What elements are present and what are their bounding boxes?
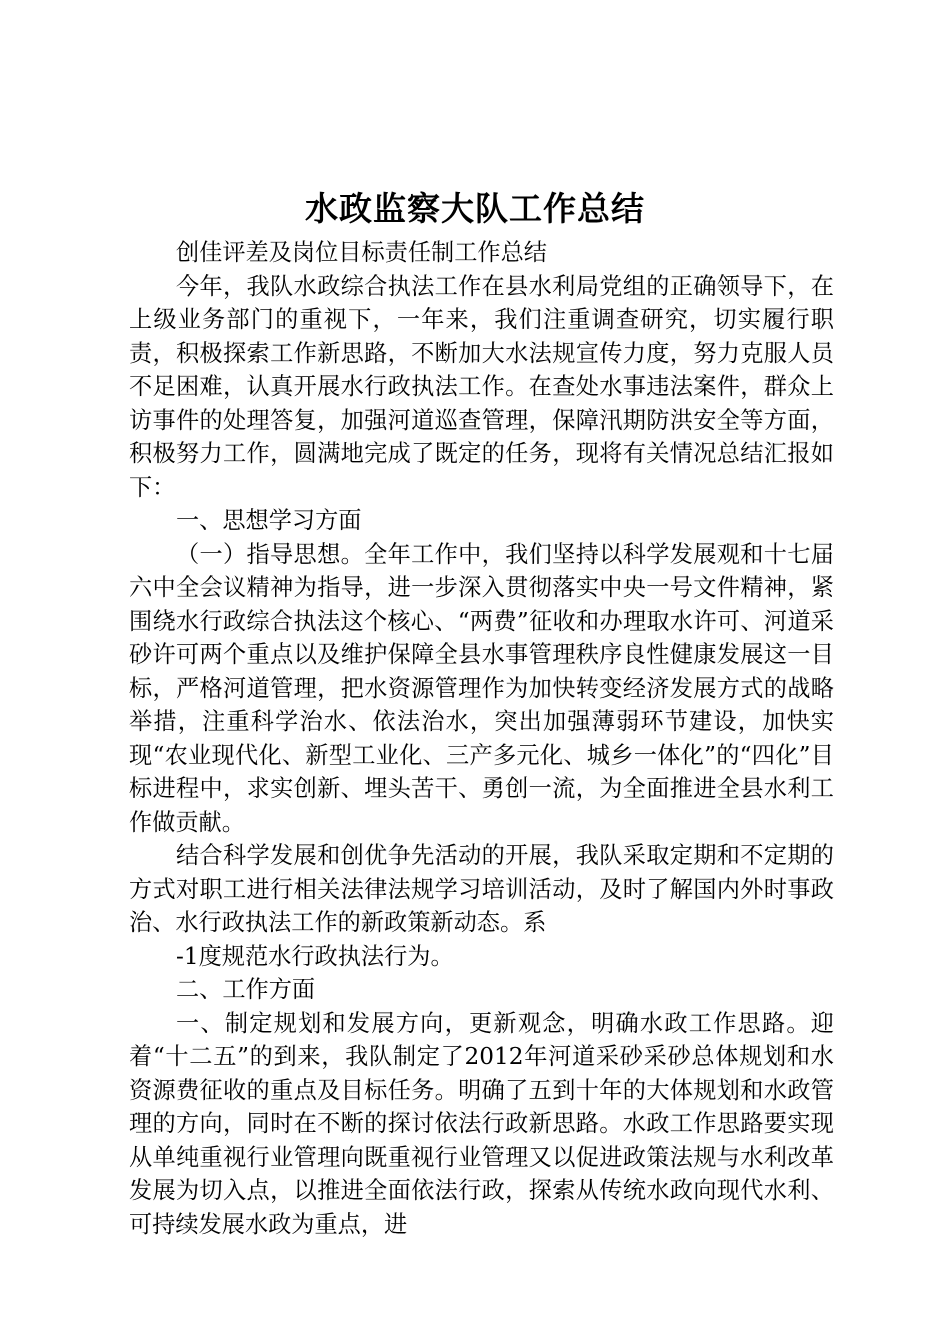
subtitle-paragraph: 创佳评差及岗位目标责任制工作总结 bbox=[176, 239, 547, 266]
regulation-paragraph: -1度规范水行政执法行为。 bbox=[176, 942, 454, 970]
study-paragraph: 结合科学发展和创优争先活动的开展，我队采取定期和不定期的方式对职工进行相关法律法规学习培训活动，及时了解国内外时事政治、水行政执法工作的新政策新动态。系 bbox=[129, 842, 834, 936]
document-body bbox=[129, 236, 834, 1241]
section-heading-ideology: 一、思想学习方面 bbox=[176, 507, 362, 534]
document-title: 水政监察大队工作总结 bbox=[305, 189, 645, 228]
section-heading-work: 二、工作方面 bbox=[176, 976, 316, 1003]
intro-paragraph: 今年，我队水政综合执法工作在县水利局党组的正确领导下，在上级业务部门的重视下，一年来，我们注重调查研究，切实履行职责，积极探索工作新思路，不断加大水法规宣传力度，努力克服人员不足困难，认真开展水行政执法工作。在查处水事违法案件，群众上访事件的处理答复，加强河道巡查管理，保障汛期防洪安全等方面，积极努力工作，圆满地完成了既定的任务，现将有关情况总结汇报如下： bbox=[129, 272, 834, 501]
planning-paragraph: 一、制定规划和发展方向，更新观念，明确水政工作思路。迎着“十二五”的到来，我队制定了2012年河道采砂采砂总体规划和水资源费征收的重点及目标任务。明确了五到十年的大体规划和水政管理的方向，同时在不断的探讨依法行政新思路。水政工作思路要实现从单纯重视行业管理向既重视行业管理又以促进政策法规与水利改革发展为切入点，以推进全面依法行政，探索从传统水政向现代水利、可持续发展水政为重点，进 bbox=[129, 1009, 834, 1238]
guiding-thought-paragraph: （一）指导思想。全年工作中，我们坚持以科学发展观和十七届六中全会议精神为指导，进一步深入贯彻落实中央一号文件精神，紧围绕水行政综合执法这个核心、“两费”征收和办理取水许可、河道采砂许可两个重点以及维护保障全县水事管理秩序良性健康发展这一目标，严格河道管理，把水资源管理作为加快转变经济发展方式的战略举措，注重科学治水、依法治水，突出加强薄弱环节建设，加快实现“农业现代化、新型工业化、三产多元化、城乡一体化”的“四化”目标进程中，求实创新、埋头苦干、勇创一流，为全面推进全县水利工作做贡献。 bbox=[129, 540, 834, 836]
